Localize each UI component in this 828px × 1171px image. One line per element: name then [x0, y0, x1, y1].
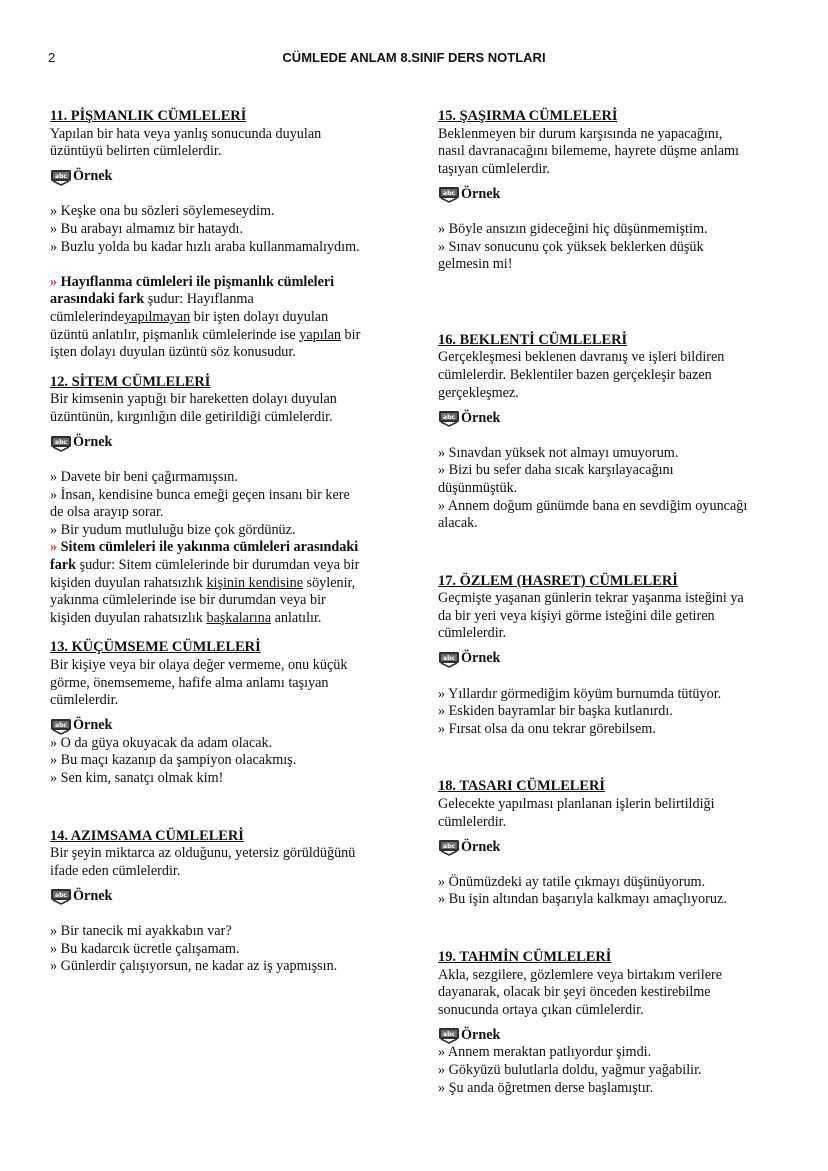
note-paragraph: » Hayıflanma cümleleri ile pişmanlık cümleleri arasındaki fark şudur: Hayıflanma cümlelerindeyapılmayan bir işten dolayı duyulan üzüntü anlatılır, pişmanlık cümlelerinde ise yapılan bir işten dolayı duyulan üzüntü söz konusudur. — [50, 273, 361, 361]
definition-line: ifade eden cümlelerdir. — [50, 862, 181, 879]
ornek-label: Örnek — [73, 433, 113, 450]
section-title: 13. KÜÇÜMSEME CÜMLELERİ — [50, 639, 261, 656]
abc-book-icon — [438, 186, 460, 203]
example-item: » Bir tanecik mi ayakkabın var? — [50, 922, 232, 939]
abc-book-icon — [50, 888, 72, 905]
ornek-heading — [438, 646, 782, 668]
section-title: 16. BEKLENTİ CÜMLELERİ — [438, 331, 628, 348]
ornek-label: Örnek — [73, 887, 113, 904]
ornek-heading — [50, 883, 390, 905]
svg-text:abc: abc — [55, 892, 67, 900]
example-item: » Şu anda öğretmen derse başlamıştır. — [438, 1079, 654, 1096]
example-item: » O da güya okuyacak da adam olacak. — [50, 734, 273, 751]
section-title: 18. TASARI CÜMLELERİ — [438, 778, 605, 795]
example-item: » Bu kadarcık ücretle çalışamam. — [50, 940, 240, 957]
definition-line: Gerçekleşmesi beklenen davranış ve işleri bildiren — [438, 349, 725, 366]
definition-line: da bir yeri veya kişiyi görme isteğini dile getiren — [438, 607, 715, 624]
section-azimsama — [50, 828, 390, 976]
section-tasari — [438, 778, 782, 909]
section-title: 11. PİŞMANLIK CÜMLELERİ — [50, 108, 247, 124]
definition-line: Akla, sezgilere, gözlemlere veya birtakım verilere — [438, 966, 723, 983]
left-column — [50, 108, 390, 976]
note-bullet: » — [50, 539, 58, 556]
example-item: » Böyle ansızın gideceğini hiç düşünmemiştim. — [438, 220, 708, 237]
section-beklenti — [438, 332, 782, 533]
page-title: CÜMLEDE ANLAM 8.SINIF DERS NOTLARI — [282, 50, 546, 65]
example-item: » Yıllardır görmediğim köyüm burnumda tütüyor. — [438, 685, 722, 702]
example-item: » Günlerdir çalışıyorsun, ne kadar az iş yapmışsın. — [50, 958, 338, 975]
svg-text:abc: abc — [443, 1031, 455, 1039]
section-title: 19. TAHMİN CÜMLELERİ — [438, 949, 612, 965]
definition-line: dayanarak, olacak bir şeyi önceden kestirebilme — [438, 984, 711, 1001]
example-item: » Önümüzdeki ay tatile çıkmayı düşünüyorum. — [438, 873, 706, 890]
definition-line: üzüntüyü belirten cümlelerdir. — [50, 143, 222, 160]
ornek-heading — [438, 834, 782, 856]
section-sitem — [50, 374, 390, 628]
svg-text:abc: abc — [55, 721, 67, 729]
abc-book-icon — [50, 435, 72, 452]
ornek-label: Örnek — [461, 838, 501, 855]
section-title: 14. AZIMSAMA CÜMLELERİ — [50, 827, 244, 844]
ornek-heading — [438, 181, 782, 203]
definition-line: Beklenmeyen bir durum karşısında ne yapacağını, — [438, 125, 723, 142]
example-item: » Gökyüzü bulutlarla doldu, yağmur yağabilir. — [438, 1061, 702, 1078]
section-sasirma — [438, 108, 782, 274]
example-item: » Sınav sonucunu çok yüksek beklerken düşük gelmesin mi! — [438, 238, 704, 273]
ornek-label: Örnek — [461, 185, 501, 202]
abc-book-icon — [438, 651, 460, 668]
definition-line: cümlelerdir. — [438, 813, 507, 830]
svg-text:abc: abc — [443, 414, 455, 422]
abc-book-icon — [438, 839, 460, 856]
abc-book-icon — [438, 1027, 460, 1044]
example-item: » Bizi bu sefer daha sıcak karşılayacağını düşünmüştük. — [438, 462, 674, 496]
note-paragraph: » Sitem cümleleri ile yakınma cümleleri arasındaki fark şudur: Sitem cümlelerinde bir durumdan veya bir kişiden duyulan rahatsızlık kişinin kendisine söylenir, yakınma cümlelerinde ise bir durumdan veya bir kişiden duyulan rahatsızlık başkalarına anlatılır. — [50, 539, 360, 626]
right-column — [438, 108, 782, 1097]
definition-line: Geçmişte yaşanan günlerin tekrar yaşanma isteğini ya — [438, 590, 744, 607]
example-item: » Keşke ona bu sözleri söylemeseydim. — [50, 203, 275, 220]
svg-text:abc: abc — [443, 843, 455, 851]
ornek-label: Örnek — [73, 717, 113, 734]
example-item: » Annem meraktan patlıyordur şimdi. — [438, 1044, 652, 1061]
svg-text:abc: abc — [55, 172, 67, 180]
definition-line: nasıl davranacağını bilememe, hayrete düşme anlamı — [438, 143, 739, 160]
ornek-label: Örnek — [461, 409, 501, 426]
example-item: » Bir yudum mutluluğu bize çok gördünüz. — [50, 521, 296, 538]
definition-line: Yapılan bir hata veya yanlış sonucunda duyulan — [50, 125, 322, 142]
definition-line: görme, önemsememe, hafife alma anlamı taşıyan — [50, 674, 329, 691]
ornek-label: Örnek — [461, 650, 501, 667]
definition-line: sonucunda ortaya çıkan cümlelerdir. — [438, 1001, 644, 1018]
section-title: 15. ŞAŞIRMA CÜMLELERİ — [438, 108, 618, 124]
example-item: » Bu arabayı almamız bir hataydı. — [50, 220, 244, 237]
svg-text:abc: abc — [55, 438, 67, 446]
section-tahmin — [438, 949, 782, 1097]
definition-line: cümlelerdir. — [438, 625, 507, 642]
example-item: » Fırsat olsa da onu tekrar görebilsem. — [438, 720, 656, 737]
ornek-heading — [438, 1022, 782, 1044]
ornek-label: Örnek — [461, 1026, 501, 1043]
section-ozlem — [438, 573, 782, 739]
example-item: » Davete bir beni çağırmamışsın. — [50, 469, 238, 486]
definition-line: cümlelerdir. — [50, 692, 119, 709]
section-kucumseme — [50, 639, 390, 787]
svg-text:abc: abc — [443, 190, 455, 198]
definition-line: cümlelerdir. Beklentiler bazen gerçekleşir bazen — [438, 366, 712, 383]
ornek-heading — [50, 713, 390, 735]
definition-line: Bir şeyin miktarca az olduğunu, yetersiz görüldüğünü — [50, 845, 356, 862]
ornek-label: Örnek — [73, 168, 113, 185]
abc-book-icon — [438, 410, 460, 427]
example-item: » İnsan, kendisine bunca emeği geçen insanı bir kere de olsa arayıp sorar. — [50, 486, 350, 521]
example-item: » Sınavdan yüksek not almayı umuyorum. — [438, 444, 679, 461]
definition-line: gerçekleşmez. — [438, 384, 519, 401]
definition-line: Bir kimsenin yaptığı bir hareketten dolayı duyulan — [50, 391, 337, 408]
definition-line: üzüntünün, kırgınlığın dile getirildiği cümlelerdir. — [50, 408, 333, 425]
abc-book-icon — [50, 169, 72, 186]
ornek-heading — [438, 405, 782, 427]
section-pismanlik — [50, 108, 390, 362]
definition-line: taşıyan cümlelerdir. — [438, 160, 550, 177]
example-item: » Buzlu yolda bu kadar hızlı araba kullanmamalıydım. — [50, 238, 360, 255]
example-item: » Sen kim, sanatçı olmak kim! — [50, 770, 224, 786]
example-item: » Eskiden bayramlar bir başka kutlanırdı. — [438, 703, 673, 720]
ornek-heading — [50, 430, 390, 452]
ornek-heading — [50, 164, 390, 186]
note-bullet: » — [50, 273, 58, 290]
example-item: » Bu maçı kazanıp da şampiyon olacakmış. — [50, 752, 297, 769]
svg-text:abc: abc — [443, 655, 455, 663]
definition-line: Gelecekte yapılması planlanan işlerin belirtildiği — [438, 796, 715, 813]
section-title: 12. SİTEM CÜMLELERİ — [50, 373, 211, 390]
section-title: 17. ÖZLEM (HASRET) CÜMLELERİ — [438, 572, 678, 589]
page-number: 2 — [48, 50, 56, 65]
abc-book-icon — [50, 718, 72, 735]
example-item: » Annem doğum günümde bana en sevdiğim oyuncağı alacak. — [438, 497, 748, 532]
definition-line: Bir kişiye veya bir olaya değer vermeme, onu küçük — [50, 657, 348, 674]
example-item: » Bu işin altından başarıyla kalkmayı amaçlıyoruz. — [438, 891, 727, 908]
